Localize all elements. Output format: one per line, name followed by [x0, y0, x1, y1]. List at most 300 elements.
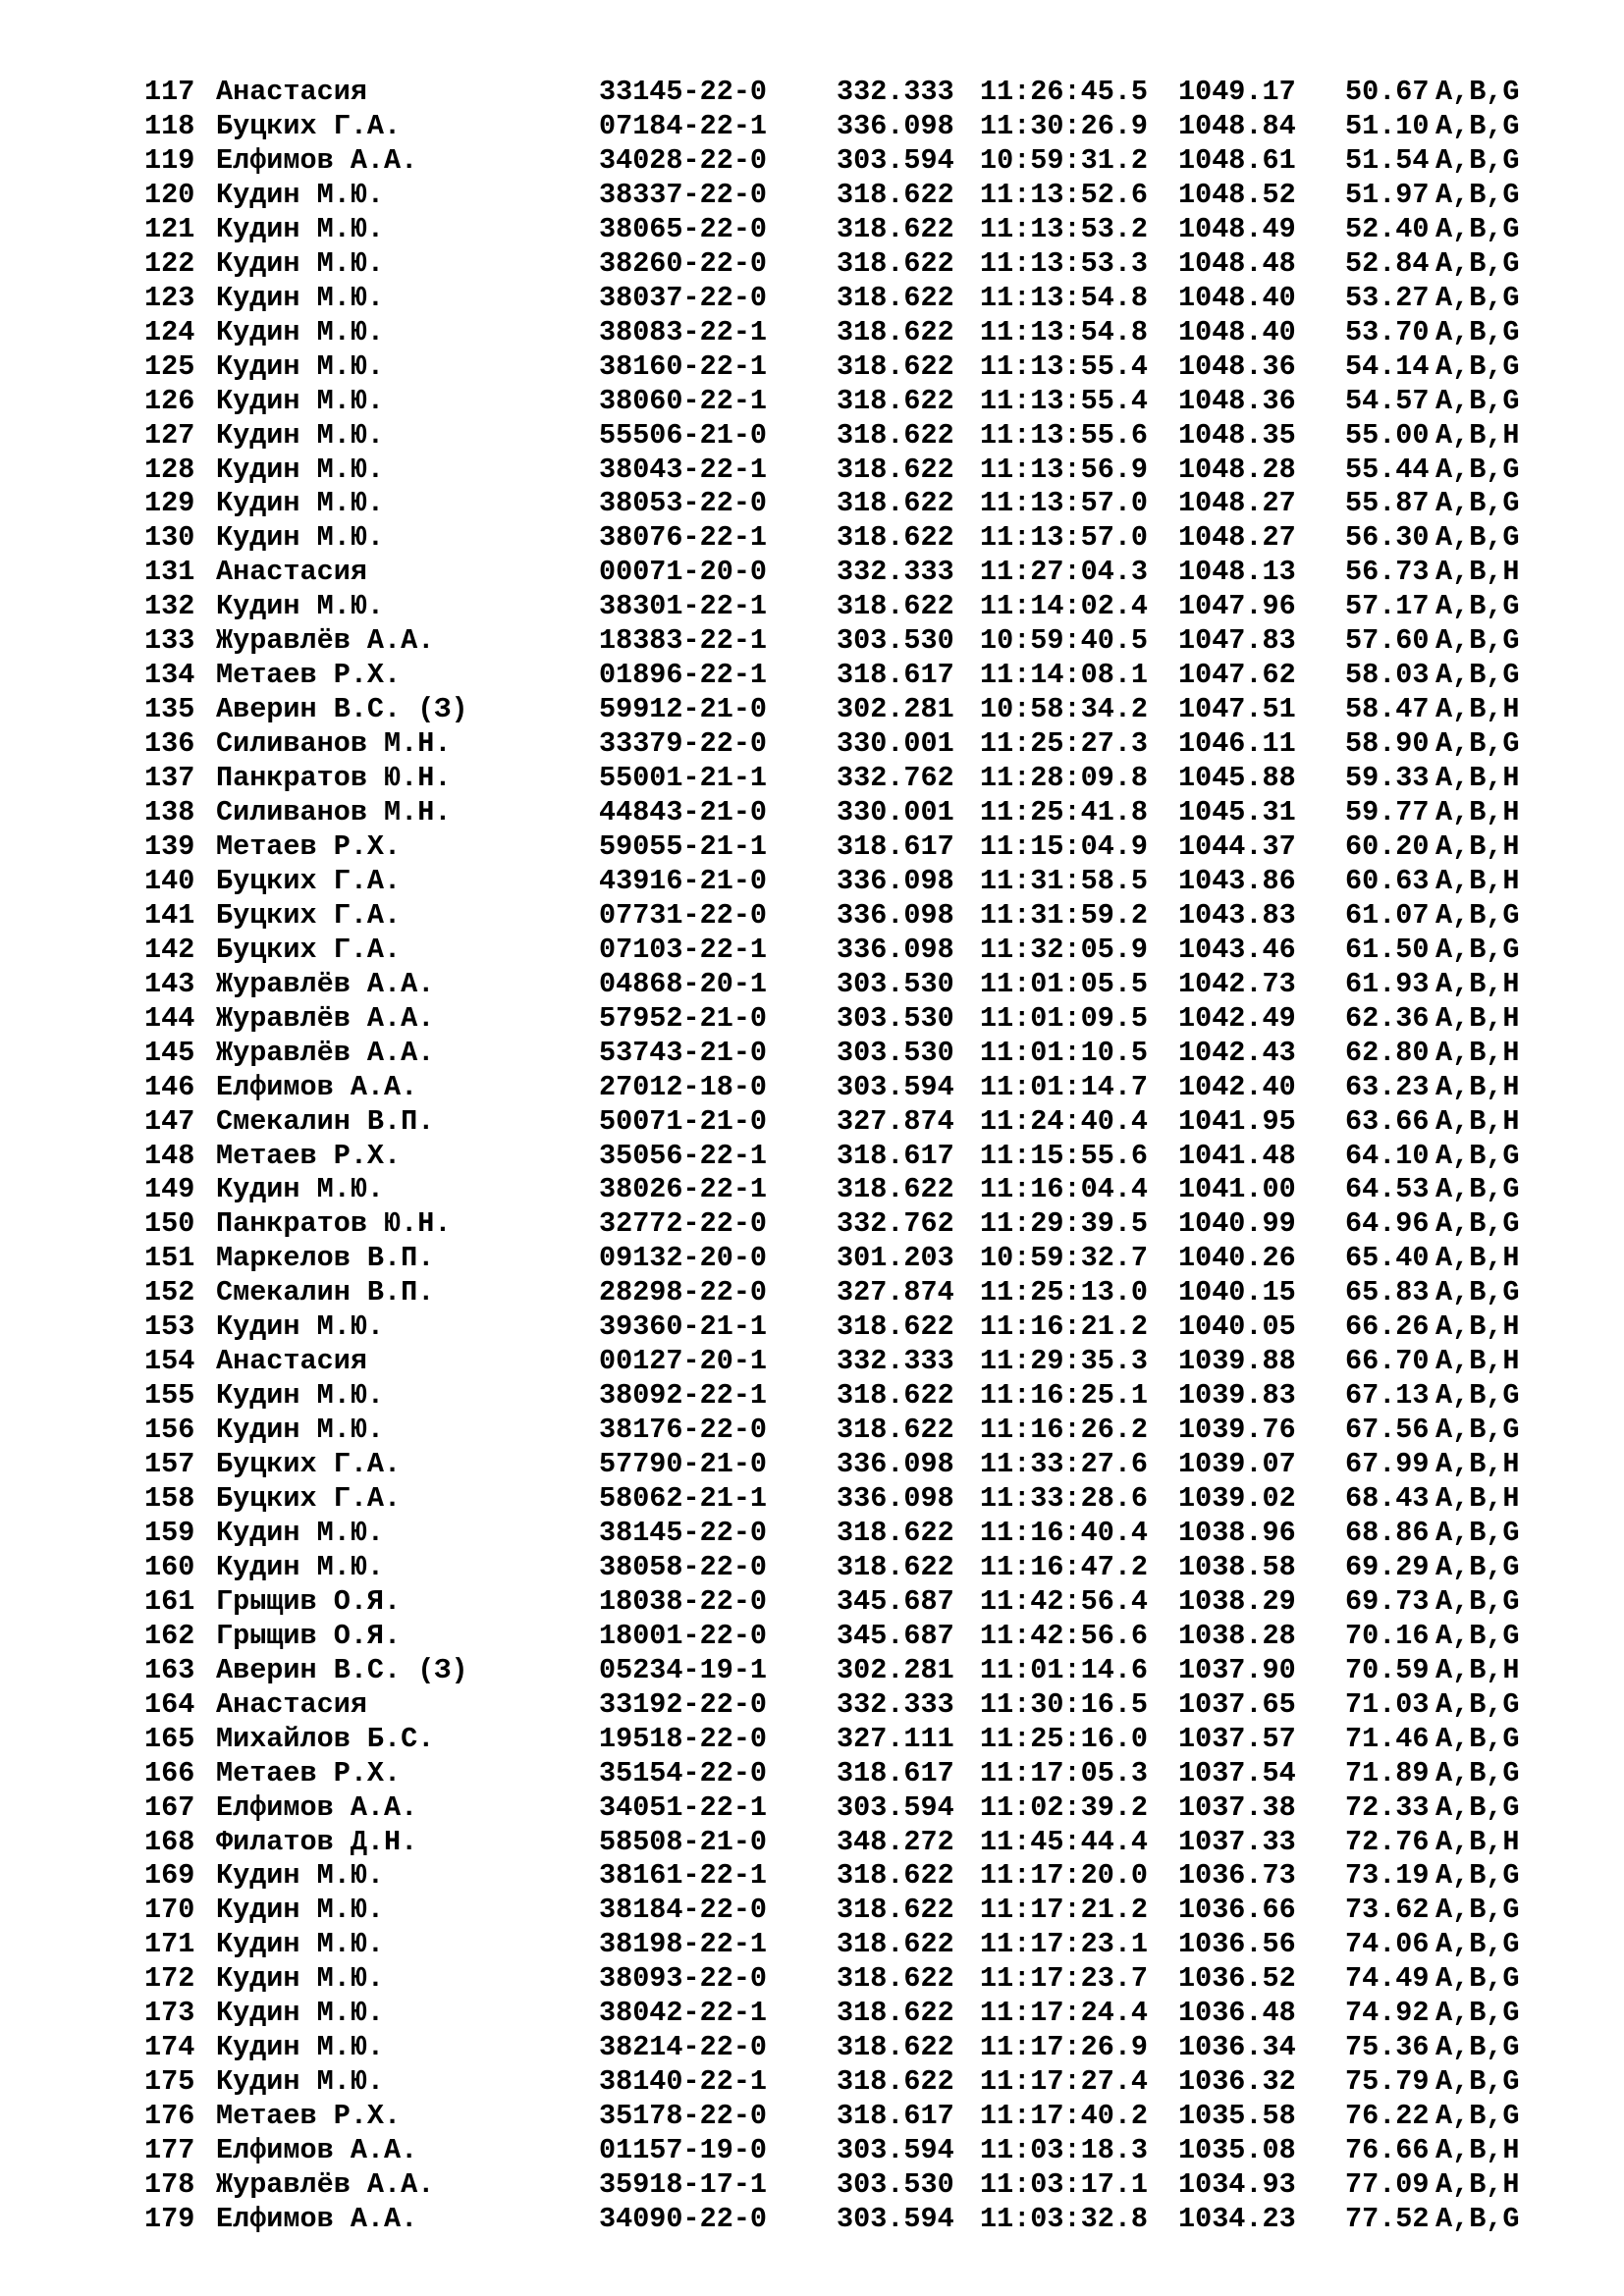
category: A,B,H: [1435, 1482, 1520, 1515]
arrival-time: 11:13:55.4: [980, 384, 1149, 417]
speed: 1047.51: [1178, 693, 1296, 726]
points: 66.26: [1345, 1310, 1430, 1344]
fancier-name: Кудин М.Ю.: [216, 418, 385, 452]
speed: 1040.05: [1178, 1310, 1296, 1344]
speed: 1038.58: [1178, 1550, 1296, 1583]
arrival-time: 11:17:21.2: [980, 1894, 1149, 1927]
fancier-name: Елфимов А.А.: [216, 2134, 418, 2166]
fancier-name: Метаев Р.Х.: [216, 2100, 402, 2133]
distance: 318.617: [837, 1139, 954, 1172]
points: 76.66: [1345, 2134, 1430, 2166]
ring-number: 57790-21-0: [599, 1448, 768, 1480]
speed: 1043.46: [1178, 933, 1296, 966]
speed: 1048.36: [1178, 384, 1296, 417]
ring-number: 38145-22-0: [599, 1516, 768, 1549]
fancier-name: Грыщив О.Я.: [216, 1619, 402, 1652]
points: 69.73: [1345, 1584, 1430, 1618]
ring-number: 07184-22-1: [599, 110, 768, 142]
fancier-name: Аверин В.С. (З): [216, 693, 468, 726]
distance: 303.530: [837, 1001, 954, 1035]
row-number: 179: [144, 2202, 195, 2235]
category: A,B,H: [1435, 1345, 1520, 1378]
distance: 332.333: [837, 76, 954, 108]
fancier-name: Филатов Д.Н.: [216, 1825, 418, 1858]
category: A,B,G: [1435, 1173, 1520, 1206]
ring-number: 38140-22-1: [599, 2065, 768, 2099]
distance: 318.622: [837, 246, 954, 280]
row-number: 156: [144, 1414, 195, 1447]
distance: 327.111: [837, 1722, 954, 1755]
speed: 1040.26: [1178, 1242, 1296, 1275]
points: 71.03: [1345, 1687, 1430, 1721]
speed: 1038.96: [1178, 1516, 1296, 1549]
row-number: 168: [144, 1825, 195, 1858]
points: 73.62: [1345, 1894, 1430, 1927]
category: A,B,H: [1435, 1104, 1520, 1138]
speed: 1039.88: [1178, 1345, 1296, 1378]
arrival-time: 11:42:56.6: [980, 1619, 1149, 1652]
fancier-name: Кудин М.Ю.: [216, 590, 385, 623]
ring-number: 34090-22-0: [599, 2202, 768, 2235]
ring-number: 27012-18-0: [599, 1070, 768, 1103]
arrival-time: 11:17:24.4: [980, 1997, 1149, 2030]
fancier-name: Кудин М.Ю.: [216, 246, 385, 280]
distance: 332.333: [837, 1687, 954, 1721]
points: 57.60: [1345, 624, 1430, 658]
distance: 318.622: [837, 281, 954, 314]
arrival-time: 11:14:02.4: [980, 590, 1149, 623]
category: A,B,H: [1435, 418, 1520, 452]
distance: 336.098: [837, 933, 954, 966]
distance: 302.281: [837, 1653, 954, 1686]
ring-number: 38337-22-0: [599, 178, 768, 211]
distance: 303.594: [837, 143, 954, 177]
row-number: 128: [144, 453, 195, 486]
points: 70.16: [1345, 1619, 1430, 1652]
distance: 318.622: [837, 2031, 954, 2064]
category: A,B,G: [1435, 624, 1520, 658]
fancier-name: Кудин М.Ю.: [216, 1516, 385, 1549]
fancier-name: Панкратов Ю.Н.: [216, 1207, 452, 1241]
category: A,B,G: [1435, 1962, 1520, 1996]
distance: 318.622: [837, 487, 954, 520]
ring-number: 38184-22-0: [599, 1894, 768, 1927]
row-number: 166: [144, 1756, 195, 1789]
speed: 1048.40: [1178, 315, 1296, 348]
ring-number: 34051-22-1: [599, 1790, 768, 1824]
speed: 1036.73: [1178, 1859, 1296, 1893]
category: A,B,H: [1435, 2168, 1520, 2201]
arrival-time: 11:33:27.6: [980, 1448, 1149, 1480]
row-number: 176: [144, 2100, 195, 2133]
category: A,B,G: [1435, 2031, 1520, 2064]
speed: 1042.49: [1178, 1001, 1296, 1035]
distance: 318.622: [837, 1310, 954, 1344]
points: 71.89: [1345, 1756, 1430, 1789]
fancier-name: Кудин М.Ю.: [216, 1894, 385, 1927]
ring-number: 38037-22-0: [599, 281, 768, 314]
arrival-time: 11:33:28.6: [980, 1482, 1149, 1515]
points: 67.13: [1345, 1379, 1430, 1413]
category: A,B,G: [1435, 659, 1520, 692]
speed: 1034.93: [1178, 2168, 1296, 2201]
speed: 1040.99: [1178, 1207, 1296, 1241]
arrival-time: 11:28:09.8: [980, 762, 1149, 794]
ring-number: 35918-17-1: [599, 2168, 768, 2201]
arrival-time: 11:16:26.2: [980, 1414, 1149, 1447]
arrival-time: 11:17:05.3: [980, 1756, 1149, 1789]
ring-number: 09132-20-0: [599, 1242, 768, 1275]
ring-number: 55001-21-1: [599, 762, 768, 794]
ring-number: 38161-22-1: [599, 1859, 768, 1893]
arrival-time: 11:32:05.9: [980, 933, 1149, 966]
speed: 1043.83: [1178, 898, 1296, 932]
category: A,B,H: [1435, 693, 1520, 726]
distance: 318.622: [837, 1894, 954, 1927]
distance: 303.530: [837, 624, 954, 658]
category: A,B,G: [1435, 1790, 1520, 1824]
distance: 336.098: [837, 1448, 954, 1480]
points: 60.63: [1345, 864, 1430, 897]
arrival-time: 11:13:55.4: [980, 349, 1149, 383]
points: 58.47: [1345, 693, 1430, 726]
speed: 1036.56: [1178, 1928, 1296, 1961]
category: A,B,G: [1435, 1997, 1520, 2030]
distance: 318.622: [837, 1962, 954, 1996]
arrival-time: 11:17:20.0: [980, 1859, 1149, 1893]
fancier-name: Кудин М.Ю.: [216, 1997, 385, 2030]
arrival-time: 11:13:57.0: [980, 521, 1149, 555]
fancier-name: Буцких Г.А.: [216, 898, 402, 932]
row-number: 145: [144, 1036, 195, 1069]
points: 65.40: [1345, 1242, 1430, 1275]
speed: 1036.32: [1178, 2065, 1296, 2099]
arrival-time: 11:01:14.7: [980, 1070, 1149, 1103]
arrival-time: 11:15:55.6: [980, 1139, 1149, 1172]
row-number: 124: [144, 315, 195, 348]
category: A,B,H: [1435, 967, 1520, 1000]
points: 61.50: [1345, 933, 1430, 966]
row-number: 152: [144, 1276, 195, 1309]
ring-number: 38301-22-1: [599, 590, 768, 623]
row-number: 171: [144, 1928, 195, 1961]
distance: 318.617: [837, 829, 954, 863]
row-number: 172: [144, 1962, 195, 1996]
ring-number: 38060-22-1: [599, 384, 768, 417]
fancier-name: Кудин М.Ю.: [216, 2031, 385, 2064]
category: A,B,G: [1435, 281, 1520, 314]
distance: 336.098: [837, 1482, 954, 1515]
arrival-time: 11:14:08.1: [980, 659, 1149, 692]
points: 61.93: [1345, 967, 1430, 1000]
row-number: 148: [144, 1139, 195, 1172]
row-number: 155: [144, 1379, 195, 1413]
row-number: 157: [144, 1448, 195, 1480]
category: A,B,G: [1435, 110, 1520, 142]
row-number: 161: [144, 1584, 195, 1618]
fancier-name: Кудин М.Ю.: [216, 1173, 385, 1206]
fancier-name: Кудин М.Ю.: [216, 2065, 385, 2099]
distance: 332.333: [837, 556, 954, 589]
points: 67.99: [1345, 1448, 1430, 1480]
distance: 332.762: [837, 1207, 954, 1241]
points: 59.77: [1345, 796, 1430, 828]
points: 60.20: [1345, 829, 1430, 863]
row-number: 125: [144, 349, 195, 383]
category: A,B,G: [1435, 315, 1520, 348]
distance: 318.622: [837, 1928, 954, 1961]
points: 55.44: [1345, 453, 1430, 486]
arrival-time: 11:16:21.2: [980, 1310, 1149, 1344]
row-number: 174: [144, 2031, 195, 2064]
ring-number: 38160-22-1: [599, 349, 768, 383]
row-number: 119: [144, 143, 195, 177]
ring-number: 59912-21-0: [599, 693, 768, 726]
distance: 318.622: [837, 1550, 954, 1583]
category: A,B,G: [1435, 521, 1520, 555]
points: 52.84: [1345, 246, 1430, 280]
arrival-time: 11:31:59.2: [980, 898, 1149, 932]
speed: 1042.73: [1178, 967, 1296, 1000]
arrival-time: 11:25:16.0: [980, 1722, 1149, 1755]
ring-number: 38042-22-1: [599, 1997, 768, 2030]
ring-number: 38260-22-0: [599, 246, 768, 280]
speed: 1048.36: [1178, 349, 1296, 383]
category: A,B,H: [1435, 556, 1520, 589]
fancier-name: Метаев Р.Х.: [216, 829, 402, 863]
speed: 1048.49: [1178, 212, 1296, 245]
speed: 1035.58: [1178, 2100, 1296, 2133]
distance: 318.617: [837, 659, 954, 692]
speed: 1040.15: [1178, 1276, 1296, 1309]
ring-number: 33379-22-0: [599, 727, 768, 761]
points: 76.22: [1345, 2100, 1430, 2133]
speed: 1038.29: [1178, 1584, 1296, 1618]
points: 68.86: [1345, 1516, 1430, 1549]
fancier-name: Смекалин В.П.: [216, 1276, 435, 1309]
speed: 1045.31: [1178, 796, 1296, 828]
arrival-time: 11:17:27.4: [980, 2065, 1149, 2099]
speed: 1048.28: [1178, 453, 1296, 486]
speed: 1037.65: [1178, 1687, 1296, 1721]
points: 72.33: [1345, 1790, 1430, 1824]
row-number: 170: [144, 1894, 195, 1927]
arrival-time: 11:17:23.1: [980, 1928, 1149, 1961]
category: A,B,H: [1435, 1070, 1520, 1103]
row-number: 133: [144, 624, 195, 658]
speed: 1038.28: [1178, 1619, 1296, 1652]
fancier-name: Кудин М.Ю.: [216, 281, 385, 314]
fancier-name: Михайлов Б.С.: [216, 1722, 435, 1755]
arrival-time: 11:17:26.9: [980, 2031, 1149, 2064]
distance: 336.098: [837, 110, 954, 142]
category: A,B,H: [1435, 1653, 1520, 1686]
distance: 303.594: [837, 1790, 954, 1824]
speed: 1048.61: [1178, 143, 1296, 177]
row-number: 162: [144, 1619, 195, 1652]
distance: 303.530: [837, 967, 954, 1000]
distance: 327.874: [837, 1276, 954, 1309]
arrival-time: 11:01:05.5: [980, 967, 1149, 1000]
category: A,B,G: [1435, 1516, 1520, 1549]
ring-number: 32772-22-0: [599, 1207, 768, 1241]
row-number: 122: [144, 246, 195, 280]
ring-number: 05234-19-1: [599, 1653, 768, 1686]
fancier-name: Кудин М.Ю.: [216, 178, 385, 211]
category: A,B,G: [1435, 590, 1520, 623]
row-number: 134: [144, 659, 195, 692]
ring-number: 19518-22-0: [599, 1722, 768, 1755]
speed: 1041.48: [1178, 1139, 1296, 1172]
ring-number: 57952-21-0: [599, 1001, 768, 1035]
category: A,B,H: [1435, 864, 1520, 897]
speed: 1041.95: [1178, 1104, 1296, 1138]
points: 62.80: [1345, 1036, 1430, 1069]
category: A,B,G: [1435, 178, 1520, 211]
row-number: 140: [144, 864, 195, 897]
points: 64.10: [1345, 1139, 1430, 1172]
category: A,B,G: [1435, 2100, 1520, 2133]
row-number: 137: [144, 762, 195, 794]
points: 65.83: [1345, 1276, 1430, 1309]
category: A,B,G: [1435, 212, 1520, 245]
distance: 318.622: [837, 1859, 954, 1893]
points: 77.52: [1345, 2202, 1430, 2235]
arrival-time: 11:25:41.8: [980, 796, 1149, 828]
fancier-name: Метаев Р.Х.: [216, 659, 402, 692]
row-number: 118: [144, 110, 195, 142]
ring-number: 50071-21-0: [599, 1104, 768, 1138]
fancier-name: Журавлёв А.А.: [216, 624, 435, 658]
fancier-name: Журавлёв А.А.: [216, 1036, 435, 1069]
ring-number: 34028-22-0: [599, 143, 768, 177]
category: A,B,G: [1435, 933, 1520, 966]
ring-number: 58062-21-1: [599, 1482, 768, 1515]
category: A,B,G: [1435, 143, 1520, 177]
points: 50.67: [1345, 76, 1430, 108]
fancier-name: Кудин М.Ю.: [216, 384, 385, 417]
row-number: 165: [144, 1722, 195, 1755]
arrival-time: 11:17:40.2: [980, 2100, 1149, 2133]
category: A,B,G: [1435, 1859, 1520, 1893]
category: A,B,G: [1435, 1722, 1520, 1755]
speed: 1048.27: [1178, 521, 1296, 555]
row-number: 143: [144, 967, 195, 1000]
ring-number: 18001-22-0: [599, 1619, 768, 1652]
speed: 1045.88: [1178, 762, 1296, 794]
fancier-name: Журавлёв А.А.: [216, 967, 435, 1000]
speed: 1043.86: [1178, 864, 1296, 897]
fancier-name: Кудин М.Ю.: [216, 1414, 385, 1447]
fancier-name: Смекалин В.П.: [216, 1104, 435, 1138]
category: A,B,H: [1435, 1242, 1520, 1275]
arrival-time: 11:13:52.6: [980, 178, 1149, 211]
distance: 330.001: [837, 727, 954, 761]
row-number: 130: [144, 521, 195, 555]
speed: 1042.43: [1178, 1036, 1296, 1069]
speed: 1036.52: [1178, 1962, 1296, 1996]
points: 74.49: [1345, 1962, 1430, 1996]
distance: 318.622: [837, 453, 954, 486]
row-number: 159: [144, 1516, 195, 1549]
distance: 318.617: [837, 2100, 954, 2133]
ring-number: 58508-21-0: [599, 1825, 768, 1858]
row-number: 117: [144, 76, 195, 108]
speed: 1047.83: [1178, 624, 1296, 658]
category: A,B,G: [1435, 349, 1520, 383]
distance: 332.762: [837, 762, 954, 794]
row-number: 158: [144, 1482, 195, 1515]
distance: 345.687: [837, 1619, 954, 1652]
points: 63.23: [1345, 1070, 1430, 1103]
ring-number: 33145-22-0: [599, 76, 768, 108]
distance: 345.687: [837, 1584, 954, 1618]
speed: 1042.40: [1178, 1070, 1296, 1103]
row-number: 127: [144, 418, 195, 452]
fancier-name: Елфимов А.А.: [216, 2202, 418, 2235]
ring-number: 38058-22-0: [599, 1550, 768, 1583]
speed: 1048.13: [1178, 556, 1296, 589]
arrival-time: 11:16:40.4: [980, 1516, 1149, 1549]
distance: 318.622: [837, 315, 954, 348]
speed: 1039.76: [1178, 1414, 1296, 1447]
ring-number: 07731-22-0: [599, 898, 768, 932]
ring-number: 38198-22-1: [599, 1928, 768, 1961]
points: 53.27: [1345, 281, 1430, 314]
ring-number: 18383-22-1: [599, 624, 768, 658]
points: 64.53: [1345, 1173, 1430, 1206]
distance: 318.622: [837, 1516, 954, 1549]
arrival-time: 11:26:45.5: [980, 76, 1149, 108]
ring-number: 59055-21-1: [599, 829, 768, 863]
row-number: 139: [144, 829, 195, 863]
points: 58.90: [1345, 727, 1430, 761]
speed: 1047.96: [1178, 590, 1296, 623]
fancier-name: Кудин М.Ю.: [216, 315, 385, 348]
row-number: 129: [144, 487, 195, 520]
ring-number: 00127-20-1: [599, 1345, 768, 1378]
speed: 1046.11: [1178, 727, 1296, 761]
fancier-name: Аверин В.С. (З): [216, 1653, 468, 1686]
row-number: 175: [144, 2065, 195, 2099]
ring-number: 35178-22-0: [599, 2100, 768, 2133]
points: 63.66: [1345, 1104, 1430, 1138]
distance: 318.622: [837, 212, 954, 245]
fancier-name: Елфимов А.А.: [216, 143, 418, 177]
speed: 1039.07: [1178, 1448, 1296, 1480]
ring-number: 44843-21-0: [599, 796, 768, 828]
ring-number: 28298-22-0: [599, 1276, 768, 1309]
speed: 1037.33: [1178, 1825, 1296, 1858]
points: 77.09: [1345, 2168, 1430, 2201]
points: 55.87: [1345, 487, 1430, 520]
fancier-name: Кудин М.Ю.: [216, 1379, 385, 1413]
row-number: 146: [144, 1070, 195, 1103]
row-number: 169: [144, 1859, 195, 1893]
fancier-name: Журавлёв А.А.: [216, 1001, 435, 1035]
distance: 332.333: [837, 1345, 954, 1378]
arrival-time: 10:59:31.2: [980, 143, 1149, 177]
arrival-time: 11:31:58.5: [980, 864, 1149, 897]
ring-number: 00071-20-0: [599, 556, 768, 589]
distance: 318.622: [837, 349, 954, 383]
arrival-time: 11:13:54.8: [980, 281, 1149, 314]
distance: 303.594: [837, 1070, 954, 1103]
arrival-time: 11:01:10.5: [980, 1036, 1149, 1069]
distance: 327.874: [837, 1104, 954, 1138]
arrival-time: 11:30:26.9: [980, 110, 1149, 142]
points: 51.10: [1345, 110, 1430, 142]
